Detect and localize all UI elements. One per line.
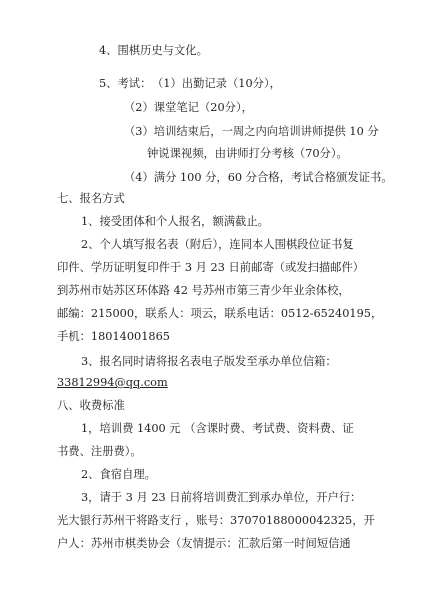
section-7-title: 七、报名方式 [57,192,125,205]
section-7-item-2-line-3: 到苏州市姑苏区环体路 42 号苏州市第三青少年业余体校， [57,284,350,297]
section-7-item-3: 3、报名同时请将报名表电子版发至承办单位信箱： [81,355,337,368]
section-7-item-2-line-4: 邮编：215000，联系人：项云，联系电话：0512-65240195， [57,307,383,320]
exam-video-line-1: （3）培训结束后，一周之内向培训讲师提供 10 分 [124,125,379,138]
exam-attendance: （1）出勤记录（10分）， [152,77,281,90]
exam-video-line-2: 钟说课视频，由讲师打分考核（70分）。 [147,147,348,160]
section-8-item-3-line-2: 光大银行苏州干将路支行 ，账号：37070188000042325，开 [57,514,375,527]
exam-class-notes: （2）课堂笔记（20分）， [124,101,253,114]
section-8-item-1-line-2: 书费、注册费）。 [57,445,142,458]
section-7-item-2-line-2: 印件、学历证明复印件于 3 月 23 日前邮寄（或发扫描邮件） [57,261,365,274]
exam-label: 5、考试： [99,77,152,90]
section-7-item-1: 1、接受团体和个人报名，额满截止。 [81,215,269,228]
email-link[interactable]: 33812994@qq.com [57,376,168,389]
exam-full-score: （4）满分 100 分，60 分合格，考试合格颁发证书。 [124,171,393,184]
section-7-item-2-line-5: 手机：18014001865 [57,330,170,343]
section-8-item-1-line-1: 1，培训费 1400 元 （含课时费、考试费、资料费、证 [81,422,354,435]
section-8-item-3-line-3: 户人：苏州市棋类协会（友情提示：汇款后第一时间短信通 [57,537,351,550]
section-8-item-2: 2、食宿自理。 [81,468,156,481]
item-4-history-culture: 4、围棋历史与文化。 [99,44,208,57]
section-7-item-2-line-1: 2、个人填写报名表（附后），连同本人围棋段位证书复 [81,238,354,251]
section-8-item-3-line-1: 3，请于 3 月 23 日前将培训费汇到承办单位，开户行： [81,491,362,504]
section-8-title: 八、收费标准 [57,399,125,412]
